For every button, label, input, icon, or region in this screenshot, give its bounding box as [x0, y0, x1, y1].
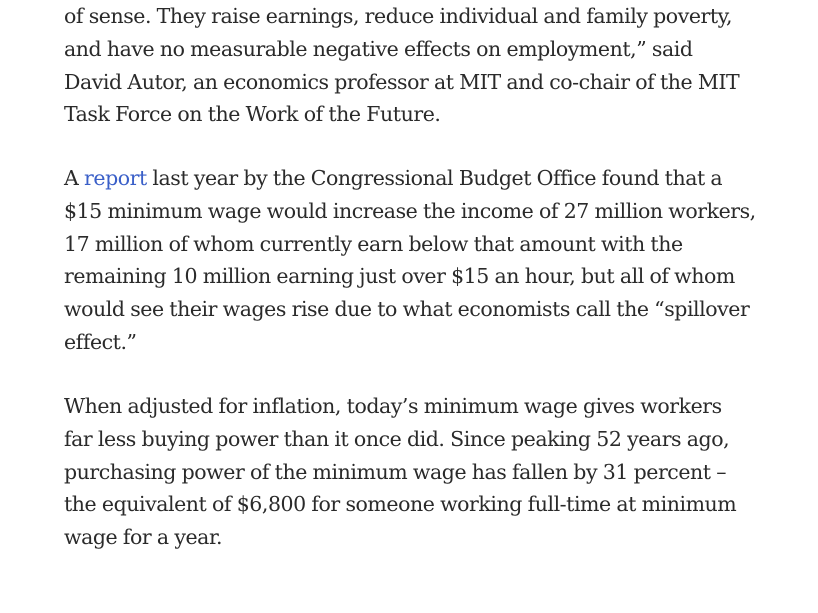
paragraph-line: Task Force on the Work of the Future. [64, 102, 441, 127]
article-paragraph-inflation [64, 390, 736, 554]
paragraph-line: the equivalent of $6,800 for someone working full-time at minimum [64, 492, 737, 517]
paragraph-line [64, 162, 756, 195]
paragraph-line: far less buying power than it once did. Since peaking 52 years ago, [64, 426, 730, 451]
paragraph-line: and have no measurable negative effects on employment,” said [64, 36, 693, 61]
paragraph-line: wage for a year. [64, 525, 223, 550]
paragraph-line: would see their wages rise due to what economists call the “spillover [64, 297, 750, 322]
line-prefix-text: A [64, 166, 85, 190]
paragraph-line: $15 minimum wage would increase the income of 27 million workers, [64, 198, 756, 223]
paragraph-line: David Autor, an economics professor at MIT and co-chair of the MIT [64, 69, 740, 94]
paragraph-line: purchasing power of the minimum wage has fallen by 31 percent – [64, 459, 727, 484]
paragraph-line: remaining 10 million earning just over $15 an hour, but all of whom [64, 264, 735, 289]
report-link[interactable]: report [84, 166, 147, 190]
article-paragraph-autor-quote [64, 0, 739, 131]
article-paragraph-cbo-report [64, 162, 756, 359]
line-suffix-text: last year by the Congressional Budget Office found that a [146, 166, 723, 190]
paragraph-line: effect.” [64, 329, 137, 354]
paragraph-line: When adjusted for inflation, today’s minimum wage gives workers [64, 394, 722, 418]
paragraph-line: of sense. They raise earnings, reduce individual and family poverty, [64, 4, 733, 28]
paragraph-line: 17 million of whom currently earn below that amount with the [64, 231, 683, 256]
